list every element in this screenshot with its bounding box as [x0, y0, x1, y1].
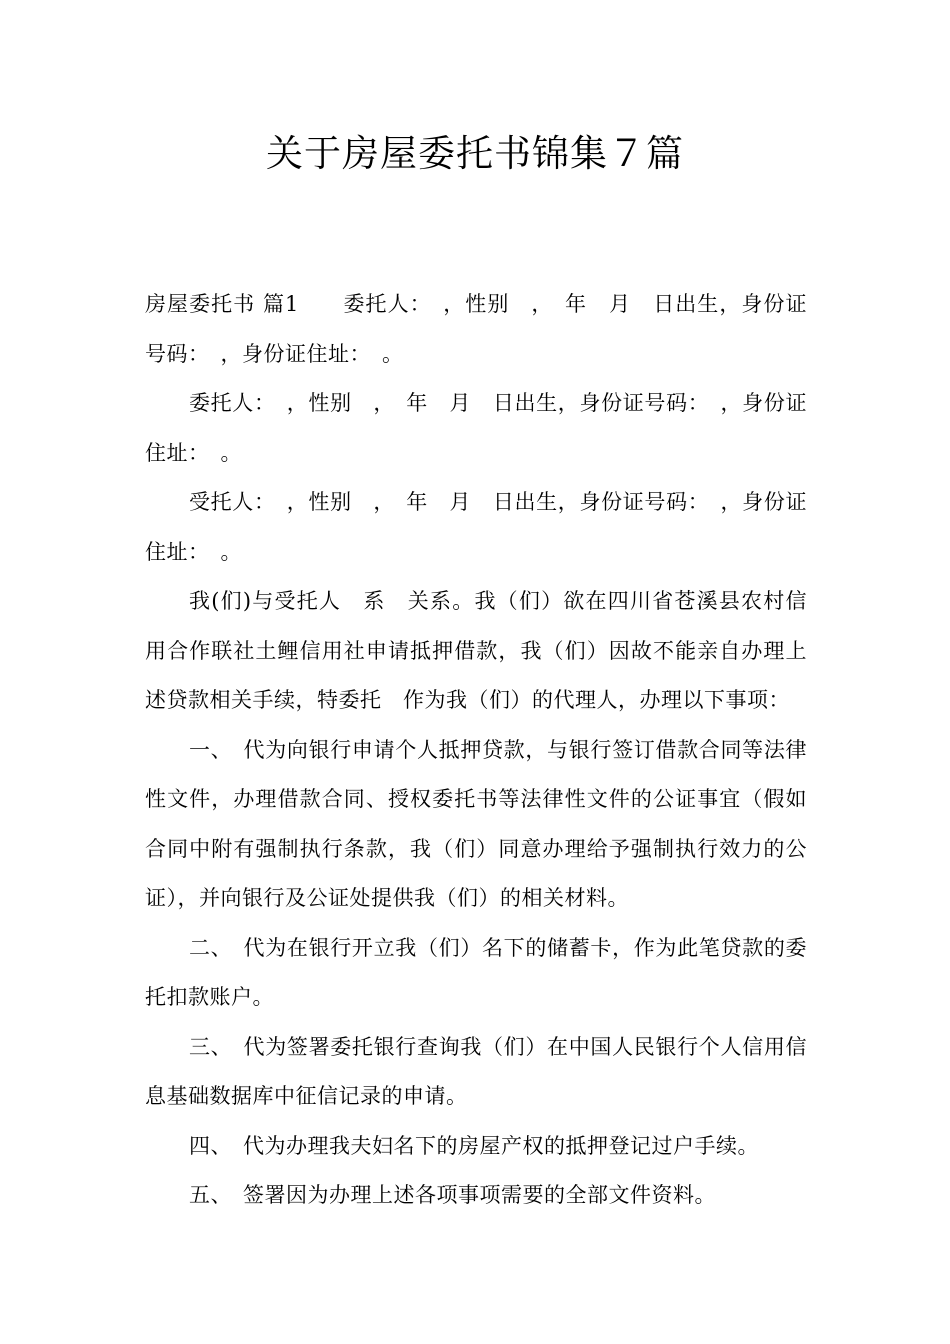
document-body	[145, 280, 807, 1221]
paragraph-item-4: 四、 代为办理我夫妇名下的房屋产权的抵押登记过户手续。	[189, 1133, 759, 1158]
paragraph-item-1: 一、 代为向银行申请个人抵押贷款，与银行签订借款合同等法律性文件，办理借款合同、授权委托书等法律性文件的公证事宜（假如合同中附有强制执行条款，我（们）同意办理给予强制执行效力的公证），并向银行及公证处提供我（们）的相关材料。	[145, 737, 807, 910]
paragraph-principal-2: 委托人： ，性别 ， 年 月 日出生，身份证号码： ，身份证住址： 。	[145, 391, 807, 465]
paragraph-item-3: 三、 代为签署委托银行查询我（们）在中国人民银行个人信用信息基础数据库中征信记录的申请。	[145, 1034, 807, 1108]
paragraph-agent: 受托人： ，性别 ， 年 月 日出生，身份证号码： ，身份证住址： 。	[145, 490, 807, 564]
document-title: 关于房屋委托书锦集７篇	[266, 132, 684, 175]
paragraph-principal-1: 房屋委托书 篇1 委托人： ，性别 ， 年 月 日出生，身份证号码： ，身份证住址： 。	[145, 292, 807, 366]
paragraph-item-5: 五、 签署因为办理上述各项事项需要的全部文件资料。	[189, 1183, 716, 1207]
paragraph-item-2: 二、 代为在银行开立我（们）名下的储蓄卡，作为此笔贷款的委托扣款账户。	[145, 935, 807, 1009]
paragraph-relationship: 我(们)与受托人 系 关系。我（们）欲在四川省苍溪县农村信用合作联社土鲤信用社申请抵押借款，我（们）因故不能亲自办理上述贷款相关手续，特委托 作为我（们）的代理人，办理以下事项：	[145, 589, 807, 712]
